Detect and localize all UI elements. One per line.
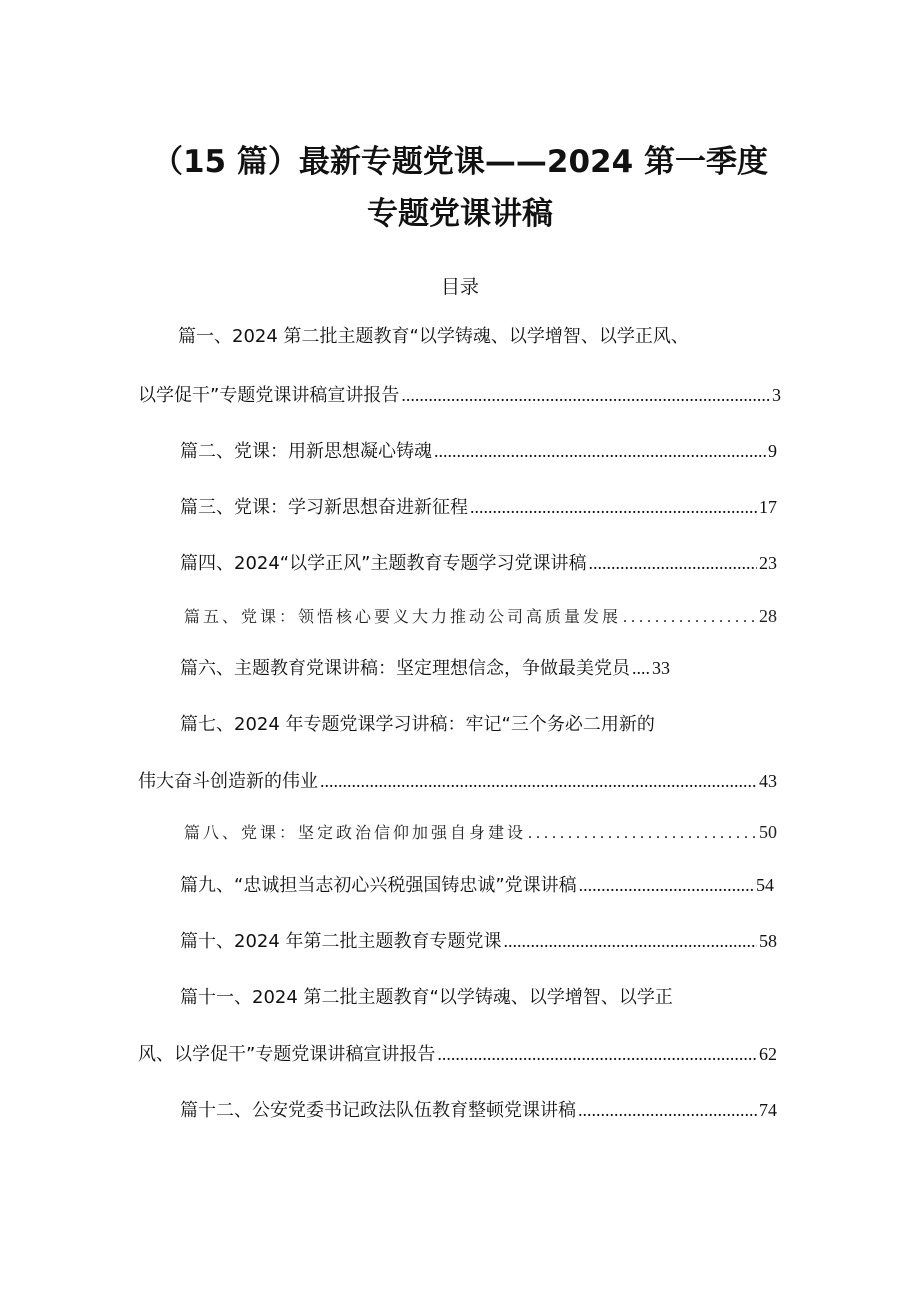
toc-entry-4[interactable] [180,549,777,577]
document-title-line-1: （15 篇）最新专题党课——2024 第一季度 [151,144,768,180]
toc-leader-dots [579,871,754,899]
toc-entry-text: 篇八、党课：坚定政治信仰加强自身建设 [184,823,527,842]
toc-page-number: 9 [768,441,777,461]
toc-entry-text: 篇十一、2024 第二批主题教育“以学铸魂、以学增智、以学正 [180,987,673,1008]
toc-entry-7-line-2[interactable] [138,767,777,795]
toc-entry-text: 篇六、主题教育党课讲稿：坚定理想信念，争做最美党员 [180,658,630,679]
toc-entry-3[interactable] [180,493,777,521]
toc-entry-text: 篇十、2024 年第二批主题教育专题党课 [180,931,502,952]
toc-entry-2[interactable] [180,437,777,465]
toc-entry-1-line-1[interactable] [178,323,689,351]
toc-leader-dots [578,1096,757,1124]
toc-entry-11-line-2[interactable] [138,1040,777,1068]
toc-entry-text: 篇九、“忠诚担当志初心兴税强国铸忠诚”党课讲稿 [180,875,577,896]
toc-leader-dots [437,1040,757,1068]
toc-entry-text: 篇七、2024 年专题党课学习讲稿：牢记“三个务必二用新的 [180,714,655,735]
toc-entry-text: 篇五、党课：领悟核心要义大力推动公司高质量发展 [184,607,622,626]
toc-entry-text: 篇十二、公安党委书记政法队伍教育整顿党课讲稿 [180,1100,576,1121]
toc-heading: 目录 [440,276,479,298]
toc-entry-text: 伟大奋斗创造新的伟业 [138,771,318,792]
toc-entry-10[interactable] [180,927,777,955]
toc-page-number: 43 [759,771,777,791]
toc-page-number: 28 [759,606,777,626]
toc-leader-dots [632,654,650,682]
toc-leader-dots [320,767,757,795]
toc-page-number: 33 [652,658,670,678]
toc-entry-6[interactable] [180,654,670,682]
toc-entry-8[interactable] [184,818,777,846]
document-title-line-2: 专题党课讲稿 [367,196,553,232]
toc-page-number: 74 [759,1100,777,1120]
toc-leader-dots [401,381,770,409]
toc-entry-12[interactable] [180,1096,777,1124]
toc-entry-11-line-1[interactable] [180,984,673,1012]
toc-entry-text: 篇二、党课：用新思想凝心铸魂 [180,441,432,462]
toc-entry-text: 篇一、2024 第二批主题教育“以学铸魂、以学增智、以学正风、 [178,326,689,347]
toc-entry-1-line-2[interactable] [138,381,781,409]
toc-leader-dots [623,604,757,632]
toc-entry-9[interactable] [180,871,774,899]
toc-page-number: 58 [759,931,777,951]
toc-page-number: 17 [759,497,777,517]
toc-page-number: 3 [772,385,781,405]
toc-leader-dots [504,927,757,955]
toc-entry-text: 以学促干”专题党课讲稿宣讲报告 [138,385,400,406]
toc-entry-5[interactable] [184,602,777,630]
toc-leader-dots [434,437,766,465]
toc-entry-7-line-1[interactable] [180,711,655,739]
toc-entry-text: 篇四、2024“以学正风”主题教育专题学习党课讲稿 [180,553,587,574]
toc-page-number: 23 [759,553,777,573]
toc-page-number: 62 [759,1044,777,1064]
toc-page-number: 54 [756,875,774,895]
toc-entry-text: 篇三、党课：学习新思想奋进新征程 [180,497,468,518]
toc-leader-dots [470,493,757,521]
toc-leader-dots [588,549,757,577]
toc-leader-dots [528,820,757,848]
toc-entry-text: 风、以学促干”专题党课讲稿宣讲报告 [138,1044,436,1065]
toc-page-number: 50 [759,822,777,842]
